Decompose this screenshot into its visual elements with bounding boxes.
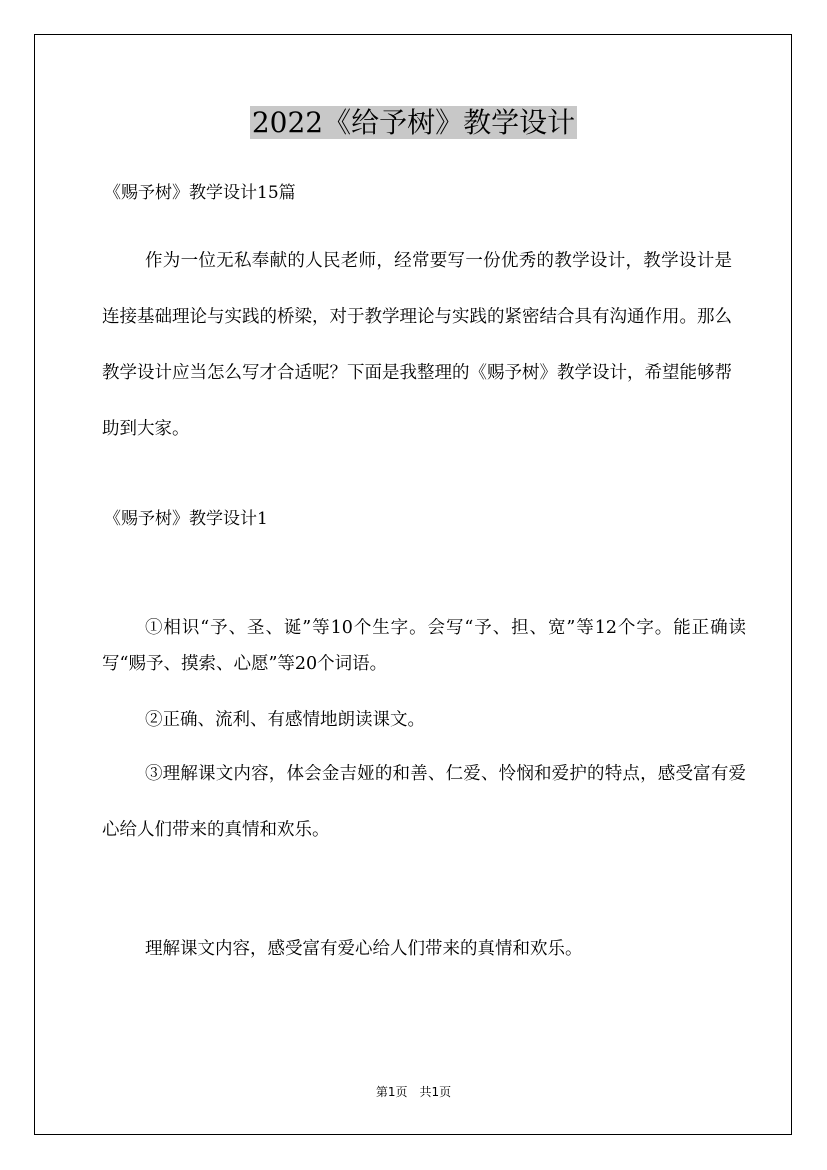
document-title-text: 2022《给予树》教学设计 (251, 106, 576, 139)
goals-list (102, 610, 746, 878)
document-subtitle: 《赐予树》教学设计15篇 (104, 183, 296, 203)
goal-item-2: ②正确、流利、有感情地朗读课文。 (145, 710, 425, 730)
page-footer: 第1页 共1页 (375, 1085, 452, 1099)
intro-paragraph: 作为一位无私奉献的人民老师，经常要写一份优秀的教学设计，教学设计是连接基础理论与实践的桥梁，对于教学理论与实践的紧密结合具有沟通作用。那么教学设计应当怎么写才合适呢？下面是我整理的《赐予树》教学设计，希望能够帮助到大家。 (102, 251, 732, 439)
document-title (0, 104, 827, 142)
key-point-paragraph: 理解课文内容，感受富有爱心给人们带来的真情和欢乐。 (145, 939, 583, 959)
section-heading: 《赐予树》教学设计1 (104, 509, 268, 529)
goal-item-3: ③理解课文内容，体会金吉娅的和善、仁爱、怜悯和爱护的特点，感受富有爱心给人们带来的真情和欢乐。 (102, 764, 746, 840)
goal-item-1: ①相识“予、圣、诞”等10个生字。会写“予、担、宽”等12个字。能正确读写“赐予、摸索、心愿”等20个词语。 (102, 618, 746, 674)
